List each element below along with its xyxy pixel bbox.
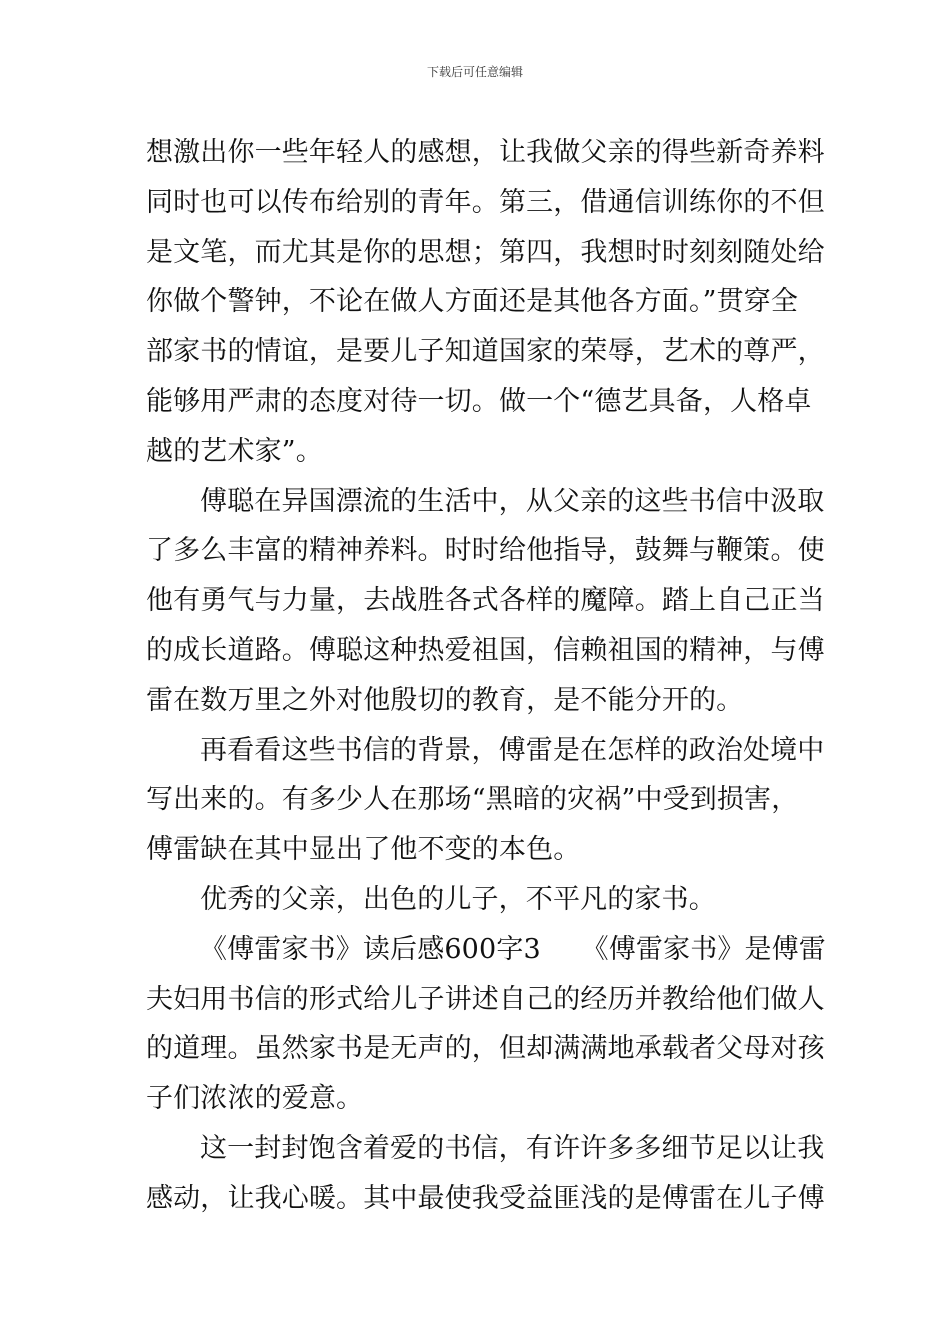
text-line: 的成长道路。傅聪这种热爱祖国，信赖祖国的精神，与傅 — [146, 634, 825, 666]
paragraph-first-line: 优秀的父亲，出色的儿子，不平凡的家书。 — [200, 883, 716, 915]
text-line: 越的艺术家”。 — [146, 435, 323, 467]
text-line: 同时也可以传布给别的青年。第三，借通信训练你的不但 — [146, 186, 825, 218]
text-line: 夫妇用书信的形式给儿子讲述自己的经历并教给他们做人 — [146, 983, 825, 1015]
paragraph-first-line: 《傅雷家书》读后感600字3 《傅雷家书》是傅雷 — [200, 933, 826, 965]
text-line: 感动，让我心暖。其中最使我受益匪浅的是傅雷在儿子傅 — [146, 1182, 825, 1214]
text-line: 子们浓浓的爱意。 — [146, 1083, 364, 1115]
text-line: 的道理。虽然家书是无声的，但却满满地承载者父母对孩 — [146, 1033, 825, 1065]
text-line: 能够用严肃的态度对待一切。做一个“德艺具备，人格卓 — [146, 385, 812, 417]
paragraph-first-line: 再看看这些书信的背景，傅雷是在怎样的政治处境中 — [200, 734, 825, 766]
page-header: 下载后可任意编辑 — [426, 65, 523, 79]
text-line: 他有勇气与力量，去战胜各式各样的魔障。踏上自己正当 — [146, 585, 825, 617]
text-line: 想激出你一些年轻人的感想，让我做父亲的得些新奇养料 — [146, 137, 825, 168]
text-line: 是文笔，而尤其是你的思想；第四，我想时时刻刻随处给 — [146, 236, 825, 268]
document-body — [146, 128, 826, 1224]
paragraph-first-line: 这一封封饱含着爱的书信，有许许多多细节足以让我 — [200, 1132, 825, 1164]
paragraph-first-line: 傅聪在异国漂流的生活中，从父亲的这些书信中汲取 — [200, 485, 825, 517]
text-line: 雷在数万里之外对他殷切的教育，是不能分开的。 — [146, 684, 744, 716]
text-line: 傅雷缺在其中显出了他不变的本色。 — [146, 834, 581, 866]
text-line: 你做个警钟，不论在做人方面还是其他各方面。”贯穿全 — [146, 286, 799, 318]
text-line: 了多么丰富的精神养料。时时给他指导，鼓舞与鞭策。使 — [146, 535, 825, 567]
text-line: 写出来的。有多少人在那场“黑暗的灾祸”中受到损害， — [146, 784, 799, 816]
text-line: 部家书的情谊，是要儿子知道国家的荣辱，艺术的尊严， — [146, 336, 825, 368]
